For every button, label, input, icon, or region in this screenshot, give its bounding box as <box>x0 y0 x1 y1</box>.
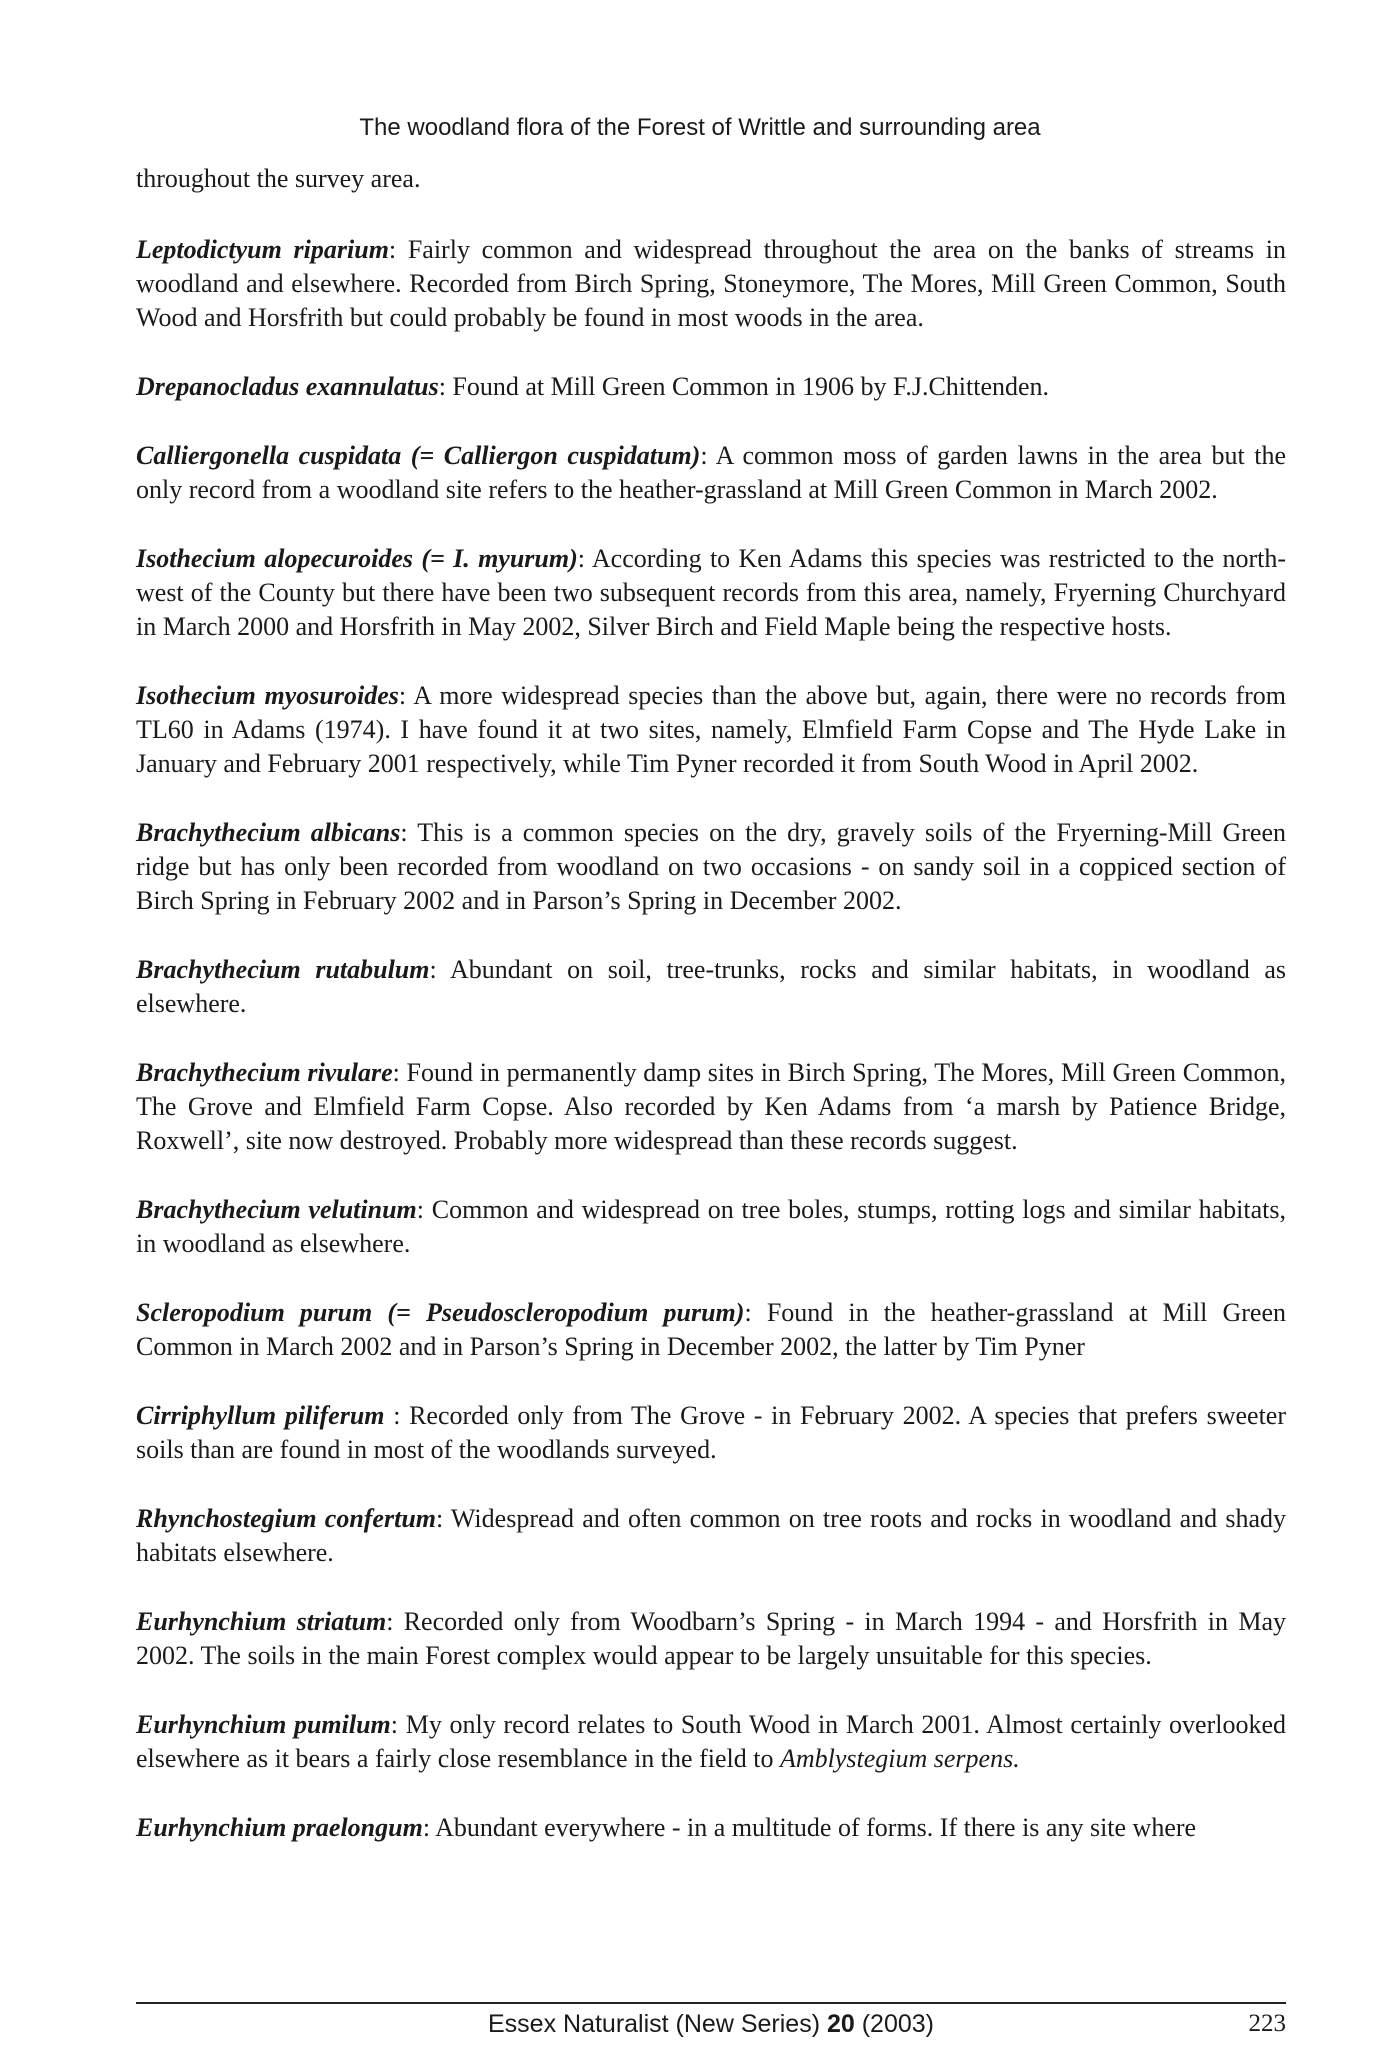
body-text <box>136 162 1286 1880</box>
species-entry <box>136 1708 1286 1776</box>
page-number: 223 <box>1248 2010 1286 2037</box>
species-name: Brachythecium rivulare <box>136 1058 393 1087</box>
species-name: Drepanocladus exannulatus <box>136 372 439 401</box>
species-entry <box>136 1056 1286 1158</box>
species-description: : Widespread and often common on tree roots and rocks in woodland and shady habitats elsewhere. <box>136 1504 1286 1567</box>
species-name: Brachythecium albicans <box>136 818 401 847</box>
species-description: : A more widespread species than the above but, again, there were no records from TL60 in Adams (1974). I have found it at two sites, namely, Elmfield Farm Copse and The Hyde Lake in January and February 2001 respectively, while Tim Pyner recorded it from South Wood in April 2002. <box>136 681 1286 778</box>
journal-name: Essex Naturalist (New Series) <box>487 2010 821 2038</box>
species-entry <box>136 439 1286 507</box>
species-description: : Abundant everywhere - in a multitude of forms. If there is any site where <box>422 1813 1197 1842</box>
species-name: Brachythecium rutabulum <box>136 955 430 984</box>
species-name: Calliergonella cuspidata (= Calliergon cuspidatum) <box>136 441 701 470</box>
intro-fragment: throughout the survey area. <box>136 164 421 193</box>
species-description: : According to Ken Adams this species was restricted to the north-west of the County but there have been two subsequent records from this area, namely, Fryerning Churchyard in March 2000 and Horsfrith in May 2002, Silver Birch and Field Maple being the respective hosts. <box>136 544 1286 641</box>
species-description: : This is a common species on the dry, gravely soils of the Fryerning-Mill Green ridge but has only been recorded from woodland on two occasions - on sandy soil in a coppiced section of Birch Spring in February 2002 and in Parson’s Spring in December 2002. <box>136 818 1286 915</box>
species-description: : Found in the heather-grassland at Mill Green Common in March 2002 and in Parson’s Spring in December 2002, the latter by Tim Pyner <box>136 1298 1286 1361</box>
species-name: Rhynchostegium confertum <box>136 1504 436 1533</box>
page-footer <box>136 2010 1286 2050</box>
species-entry <box>136 1811 1286 1845</box>
species-entry <box>136 542 1286 644</box>
species-description: : Recorded only from Woodbarn’s Spring - in March 1994 - and Horsfrith in May 2002. The soils in the main Forest complex would appear to be largely unsuitable for this species. <box>136 1607 1286 1670</box>
species-name: Eurhynchium striatum <box>136 1607 387 1636</box>
species-entry <box>136 1605 1286 1673</box>
species-entry <box>136 1502 1286 1570</box>
species-name: Leptodictyum riparium <box>136 235 389 264</box>
species-description: : Common and widespread on tree boles, stumps, rotting logs and similar habitats, in woodland as elsewhere. <box>136 1195 1286 1258</box>
species-name: Eurhynchium pumilum <box>136 1710 391 1739</box>
species-description: : Abundant on soil, tree-trunks, rocks and similar habitats, in woodland as elsewhere. <box>136 955 1287 1018</box>
species-description: : Found at Mill Green Common in 1906 by F.J.Chittenden. <box>438 372 1050 401</box>
species-name: Isothecium alopecuroides (= I. myurum) <box>136 544 578 573</box>
journal-volume: 20 <box>826 2010 855 2038</box>
running-title: The woodland flora of the Forest of Writtle and surrounding area <box>359 114 1041 141</box>
journal-year: (2003) <box>861 2010 934 2038</box>
species-description: : A common moss of garden lawns in the area but the only record from a woodland site refers to the heather-grassland at Mill Green Common in March 2002. <box>136 441 1286 504</box>
species-entry <box>136 1399 1286 1467</box>
species-name: Eurhynchium praelongum <box>136 1813 423 1842</box>
species-name: Scleropodium purum (= Pseudoscleropodium purum) <box>136 1298 745 1327</box>
species-description: : Fairly common and widespread throughout the area on the banks of streams in woodland and elsewhere. Recorded from Birch Spring, Stoneymore, The Mores, Mill Green Common, South Wood and Horsfrith but could probably be found in most woods in the area. <box>136 235 1286 332</box>
species-entry <box>136 1193 1286 1261</box>
species-name: Brachythecium velutinum <box>136 1195 417 1224</box>
species-entry <box>136 370 1286 404</box>
species-entry <box>136 953 1286 1021</box>
species-description: : Recorded only from The Grove - in February 2002. A species that prefers sweeter soils than are found in most of the woodlands surveyed. <box>136 1401 1286 1464</box>
species-reference: Amblystegium serpens. <box>779 1744 1020 1773</box>
species-entry <box>136 679 1286 781</box>
species-description: : My only record relates to South Wood in March 2001. Almost certainly overlooked elsewhere as it bears a fairly close resemblance in the field to <box>136 1710 1286 1773</box>
species-entry <box>136 1296 1286 1364</box>
species-description: : Found in permanently damp sites in Birch Spring, The Mores, Mill Green Common, The Grove and Elmfield Farm Copse. Also recorded by Ken Adams from ‘a marsh by Patience Bridge, Roxwell’, site now destroyed. Probably more widespread than these records suggest. <box>136 1058 1286 1155</box>
species-entry <box>136 816 1286 918</box>
species-entry <box>136 233 1286 335</box>
species-name: Cirriphyllum piliferum <box>136 1401 385 1430</box>
footer-rule <box>136 2002 1286 2004</box>
journal-citation <box>136 2010 1286 2039</box>
species-name: Isothecium myosuroides <box>136 681 399 710</box>
